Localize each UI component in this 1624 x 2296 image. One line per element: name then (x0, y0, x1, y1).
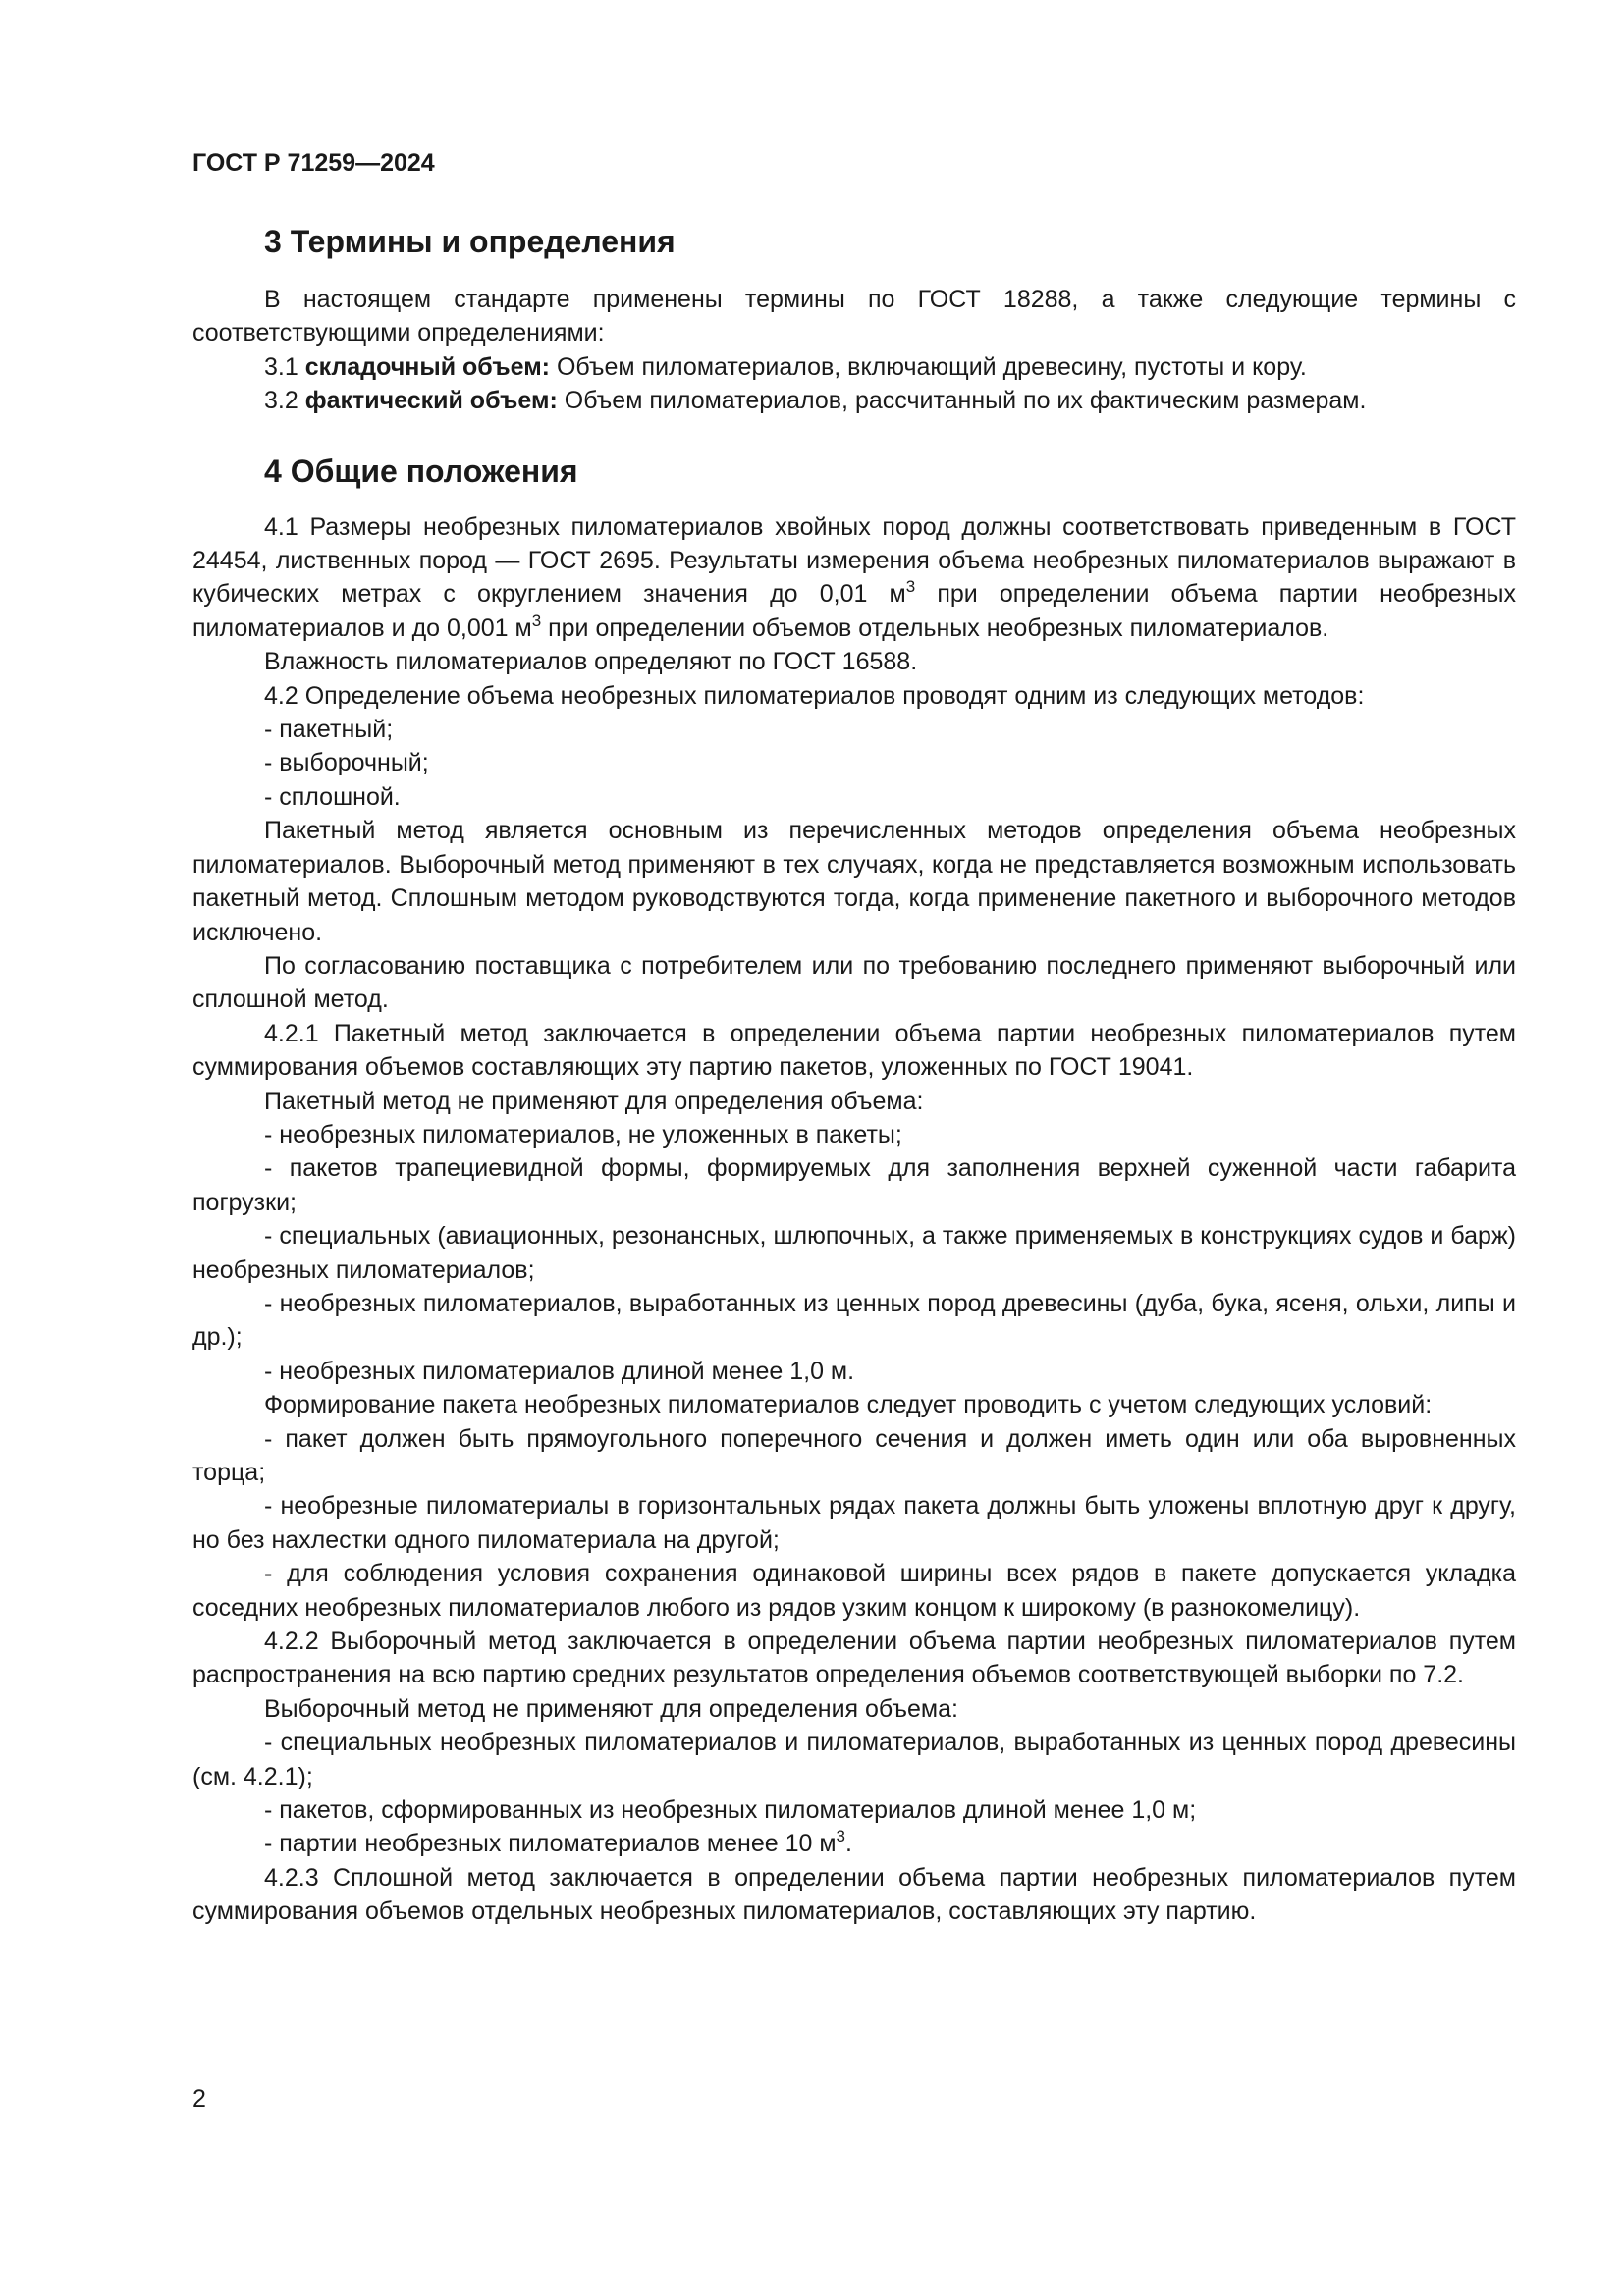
list-item: - для соблюдения условия сохранения одинаковой ширины всех рядов в пакете допускается укладка соседних необрезных пиломатериалов любого из рядов узким концом к широкому (в разнокомелицу). (192, 1560, 1516, 1622)
superscript: 3 (905, 577, 916, 597)
section-4-title: 4 Общие положения (264, 453, 578, 489)
list-item: - сплошной. (264, 782, 401, 811)
term-name: складочный объем: (304, 352, 551, 381)
list-item: - необрезных пиломатериалов длиной менее 1,0 м. (264, 1357, 855, 1385)
paragraph: Пакетный метод является основным из перечисленных методов определения объема необрезных пиломатериалов. Выборочный метод применяют в тех случаях, когда не представляется возможным использовать пакетный метод. Сплошным методом руководствуются тогда, когда применение пакетного и выборочного методов исключено. (192, 817, 1516, 946)
paragraph-4-2-3: 4.2.3 Сплошной метод заключается в определении объема партии необрезных пиломатериалов путем суммирования объемов отдельных необрезных пиломатериалов, составляющих эту партию. (192, 1863, 1516, 1926)
list-item: - специальных (авиационных, резонансных, шлюпочных, а также применяемых в конструкциях судов и барж) необрезных пиломатериалов; (192, 1222, 1516, 1284)
paragraph-text: при определении объема партии необрезных пиломатериалов и до 0,001 м (192, 580, 1517, 642)
term-number: 3.2 (264, 387, 305, 415)
paragraph-moisture: Влажность пиломатериалов определяют по ГОСТ 16588. (264, 648, 918, 676)
list-item: - пакетов трапециевидной формы, формируемых для заполнения верхней суженной части габарита погрузки; (192, 1154, 1516, 1216)
list-item: - необрезные пиломатериалы в горизонтальных рядах пакета должны быть уложены вплотную друг к другу, но без нахлестки одного пиломатериала на другой; (192, 1492, 1516, 1554)
list-item: - пакетов, сформированных из необрезных пиломатериалов длиной менее 1,0 м; (264, 1796, 1197, 1825)
term-name: фактический объем: (304, 387, 558, 415)
paragraph-text: - партии необрезных пиломатериалов менее 10 м (264, 1830, 837, 1858)
section-3-title: 3 Термины и определения (264, 224, 676, 259)
paragraph: Пакетный метод не применяют для определения объема: (264, 1087, 924, 1115)
list-item: - пакетный; (264, 716, 394, 744)
paragraph-4-2: 4.2 Определение объема необрезных пиломатериалов проводят одним из следующих методов: (264, 681, 1365, 710)
paragraph-text: при определении объемов отдельных необрезных пиломатериалов. (541, 614, 1329, 642)
paragraph: По согласованию поставщика с потребителем или по требованию последнего применяют выборочный или сплошной метод. (192, 951, 1516, 1014)
list-item: - необрезных пиломатериалов, не уложенных в пакеты; (264, 1120, 902, 1148)
term-definition: Объем пиломатериалов, рассчитанный по их фактическим размерам. (557, 387, 1367, 415)
list-item: - выборочный; (264, 749, 429, 777)
paragraph: Выборочный метод не применяют для определения объема: (264, 1694, 958, 1723)
term-3-2 (192, 384, 1516, 417)
page-number: 2 (192, 2085, 206, 2112)
list-item: - необрезных пиломатериалов, выработанных из ценных пород древесины (дуба, бука, ясеня, ольхи, липы и др.); (192, 1289, 1516, 1352)
paragraph-4-2-1: 4.2.1 Пакетный метод заключается в определении объема партии необрезных пиломатериалов путем суммирования объемов составляющих эту партию пакетов, уложенных по ГОСТ 19041. (192, 1019, 1516, 1082)
term-3-1 (192, 350, 1516, 384)
section-3-intro: В настоящем стандарте применены термины по ГОСТ 18288, а также следующие термины с соответствующими определениями: (192, 286, 1516, 347)
list-item: - специальных необрезных пиломатериалов и пиломатериалов, выработанных из ценных пород древесины (см. 4.2.1); (192, 1729, 1516, 1790)
paragraph-4-1 (192, 510, 1516, 646)
paragraph-text: 4.1 Размеры необрезных пиломатериалов хвойных пород должны соответствовать приведенным в ГОСТ 24454, лиственных пород — ГОСТ 2695. Результаты измерения объема необрезных пиломатериалов выражают в кубических метрах с округлением значения до 0,01 м (192, 512, 1516, 609)
paragraph-text: . (845, 1830, 852, 1858)
list-item (192, 1827, 1516, 1860)
term-number: 3.1 (264, 352, 305, 381)
term-definition: Объем пиломатериалов, включающий древесину, пустоты и кору. (550, 352, 1307, 381)
paragraph: Формирование пакета необрезных пиломатериалов следует проводить с учетом следующих условий: (264, 1391, 1433, 1419)
superscript: 3 (531, 611, 542, 630)
superscript: 3 (836, 1827, 845, 1846)
paragraph-4-2-2: 4.2.2 Выборочный метод заключается в определении объема партии необрезных пиломатериалов путем распространения на всю партию средних результатов определения объемов соответствующей выборки по 7.2. (192, 1628, 1516, 1689)
document-body (192, 222, 1516, 1929)
document-header: ГОСТ Р 71259—2024 (192, 149, 435, 177)
list-item: - пакет должен быть прямоугольного поперечного сечения и должен иметь один или оба выровненных торца; (192, 1424, 1516, 1486)
